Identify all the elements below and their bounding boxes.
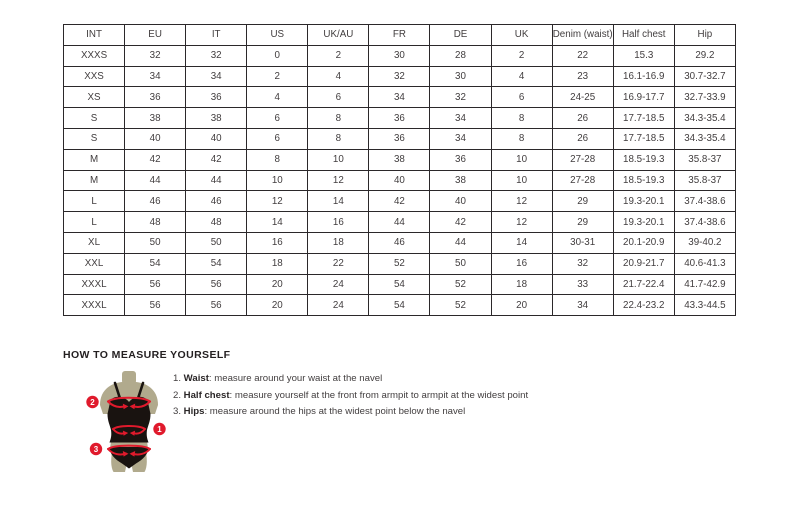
table-cell: 18 [247,253,308,274]
table-cell: 34 [369,87,430,108]
table-cell: 36 [430,149,491,170]
table-cell: 8 [491,128,552,149]
table-cell: 16 [308,212,369,233]
table-cell: 54 [369,295,430,316]
table-cell: 24 [308,274,369,295]
table-cell: 12 [247,191,308,212]
table-cell: 32 [186,45,247,66]
table-cell: 56 [186,274,247,295]
table-cell: 2 [308,45,369,66]
table-cell: 2 [247,66,308,87]
table-cell: 16 [247,232,308,253]
step-number: 3. [173,406,184,418]
table-cell: 32 [430,87,491,108]
table-cell: 46 [186,191,247,212]
table-cell: 42 [430,212,491,233]
step-label: Waist [183,373,209,384]
table-cell: 42 [369,191,430,212]
table-cell: 27-28 [552,170,613,191]
table-cell: 40 [430,191,491,212]
table-cell: 44 [430,232,491,253]
table-cell: 16.9-17.7 [613,87,674,108]
table-cell: 35.8-37 [674,170,735,191]
table-cell: 23 [552,66,613,87]
table-cell: 48 [186,212,247,233]
table-cell: 0 [247,45,308,66]
table-cell: 32 [369,66,430,87]
table-cell: 36 [186,87,247,108]
step-label: Half chest [183,389,230,401]
table-cell: 28 [430,45,491,66]
table-cell: 10 [491,149,552,170]
table-cell: 15.3 [613,45,674,66]
table-cell: 18 [308,232,369,253]
table-cell: 19.3-20.1 [613,212,674,233]
table-cell: 32.7-33.9 [674,87,735,108]
table-cell: 48 [125,212,186,233]
measure-step-half-chest [173,388,528,405]
table-cell: 8 [308,108,369,129]
column-header: Half chest [613,25,674,46]
table-cell: 14 [308,191,369,212]
table-cell: 30-31 [552,232,613,253]
table-cell: 22 [552,45,613,66]
table-cell: 52 [430,295,491,316]
table-cell: 44 [186,170,247,191]
table-cell: 14 [247,212,308,233]
table-row [64,45,736,66]
table-cell: 32 [125,45,186,66]
table-cell: 46 [369,232,430,253]
step-text: : measure around the hips at the widest point below the navel [204,406,466,418]
table-cell: 32 [552,253,613,274]
table-cell: S [64,108,125,129]
table-cell: 34.3-35.4 [674,108,735,129]
table-cell: 34 [125,66,186,87]
table-cell: 56 [125,295,186,316]
size-table [63,24,736,316]
table-row [64,66,736,87]
table-cell: 34 [186,66,247,87]
measure-step-waist [173,371,528,388]
table-cell: 2 [491,45,552,66]
measure-steps [173,371,528,421]
table-cell: 56 [125,274,186,295]
table-cell: 29.2 [674,45,735,66]
table-row [64,253,736,274]
table-cell: 6 [247,128,308,149]
table-cell: 30 [369,45,430,66]
table-cell: S [64,128,125,149]
table-cell: 17.7-18.5 [613,108,674,129]
table-cell: 40 [186,128,247,149]
badge-3-number: 3 [93,444,99,454]
column-header: UK/AU [308,25,369,46]
table-row [64,295,736,316]
table-cell: 40.6-41.3 [674,253,735,274]
table-cell: 19.3-20.1 [613,191,674,212]
table-cell: 38 [186,108,247,129]
table-cell: 26 [552,108,613,129]
table-cell: 54 [125,253,186,274]
table-cell: 10 [308,149,369,170]
table-cell: 22.4-23.2 [613,295,674,316]
table-cell: 52 [369,253,430,274]
table-cell: 30.7-32.7 [674,66,735,87]
table-cell: 50 [125,232,186,253]
column-header: FR [369,25,430,46]
column-header: US [247,25,308,46]
table-cell: 8 [308,128,369,149]
step-number: 1. [173,373,184,384]
table-cell: M [64,149,125,170]
column-header: DE [430,25,491,46]
table-cell: 29 [552,212,613,233]
column-header: UK [491,25,552,46]
table-cell: L [64,191,125,212]
table-cell: L [64,212,125,233]
table-cell: 20 [247,274,308,295]
table-cell: XXXL [64,274,125,295]
table-row [64,274,736,295]
table-cell: 26 [552,128,613,149]
table-row [64,191,736,212]
table-cell: 20.1-20.9 [613,232,674,253]
table-cell: 54 [186,253,247,274]
table-cell: 20.9-21.7 [613,253,674,274]
table-cell: 20 [247,295,308,316]
table-cell: 8 [491,108,552,129]
table-cell: XS [64,87,125,108]
table-cell: 56 [186,295,247,316]
table-cell: 46 [125,191,186,212]
table-cell: 36 [125,87,186,108]
size-table-head [64,25,736,46]
table-cell: 29 [552,191,613,212]
step-number: 2. [173,389,184,401]
table-row [64,170,736,191]
table-row [64,212,736,233]
table-cell: XXXS [64,45,125,66]
column-header: Hip [674,25,735,46]
table-cell: 22 [308,253,369,274]
table-cell: 37.4-38.6 [674,212,735,233]
table-cell: 34.3-35.4 [674,128,735,149]
table-cell: 44 [125,170,186,191]
table-cell: 52 [430,274,491,295]
measure-step-hips [173,404,528,421]
table-cell: 24-25 [552,87,613,108]
table-row [64,149,736,170]
table-cell: 6 [491,87,552,108]
table-cell: 16.1-16.9 [613,66,674,87]
table-cell: 42 [186,149,247,170]
step-text: : measure yourself at the front from armpit to armpit at the widest point [229,389,529,401]
table-row [64,87,736,108]
badge-1-number: 1 [157,424,162,434]
table-cell: 20 [491,295,552,316]
table-cell: 18.5-19.3 [613,149,674,170]
table-cell: 6 [247,108,308,129]
column-header: IT [186,25,247,46]
table-row [64,108,736,129]
table-cell: 10 [247,170,308,191]
table-cell: 38 [369,149,430,170]
column-header: EU [125,25,186,46]
table-cell: 37.4-38.6 [674,191,735,212]
table-cell: 24 [308,295,369,316]
table-cell: 8 [247,149,308,170]
table-cell: M [64,170,125,191]
table-cell: 12 [491,212,552,233]
table-row [64,232,736,253]
table-cell: 50 [186,232,247,253]
table-cell: 18 [491,274,552,295]
table-cell: 4 [491,66,552,87]
table-cell: 21.7-22.4 [613,274,674,295]
table-cell: XXXL [64,295,125,316]
table-cell: 54 [369,274,430,295]
table-cell: 4 [308,66,369,87]
table-cell: 50 [430,253,491,274]
step-label: Hips [183,406,205,418]
table-cell: 17.7-18.5 [613,128,674,149]
table-cell: 38 [430,170,491,191]
table-cell: 4 [247,87,308,108]
table-cell: 39-40.2 [674,232,735,253]
table-cell: XXS [64,66,125,87]
measure-section-title: HOW TO MEASURE YOURSELF [63,349,231,361]
table-cell: 34 [430,128,491,149]
table-cell: 40 [369,170,430,191]
table-cell: 14 [491,232,552,253]
table-cell: 36 [369,108,430,129]
table-cell: 10 [491,170,552,191]
table-cell: 42 [125,149,186,170]
step-text: : measure around your waist at the navel [208,373,383,384]
table-cell: 6 [308,87,369,108]
badge-2-number: 2 [90,397,95,407]
table-cell: 27-28 [552,149,613,170]
table-cell: 12 [308,170,369,191]
table-cell: 34 [552,295,613,316]
column-header: Denim (waist) [552,25,613,46]
table-cell: 12 [491,191,552,212]
table-cell: 30 [430,66,491,87]
column-header: INT [64,25,125,46]
table-cell: 40 [125,128,186,149]
table-cell: 16 [491,253,552,274]
table-cell: 33 [552,274,613,295]
table-row [64,128,736,149]
table-cell: 36 [369,128,430,149]
table-cell: 41.7-42.9 [674,274,735,295]
table-cell: 43.3-44.5 [674,295,735,316]
mannequin-measure-illustration [84,369,174,474]
table-cell: 18.5-19.3 [613,170,674,191]
table-cell: 34 [430,108,491,129]
table-cell: 38 [125,108,186,129]
table-cell: XL [64,232,125,253]
table-cell: 44 [369,212,430,233]
size-table-body [64,45,736,315]
table-cell: 35.8-37 [674,149,735,170]
table-cell: XXL [64,253,125,274]
size-table-header-row [64,25,736,46]
